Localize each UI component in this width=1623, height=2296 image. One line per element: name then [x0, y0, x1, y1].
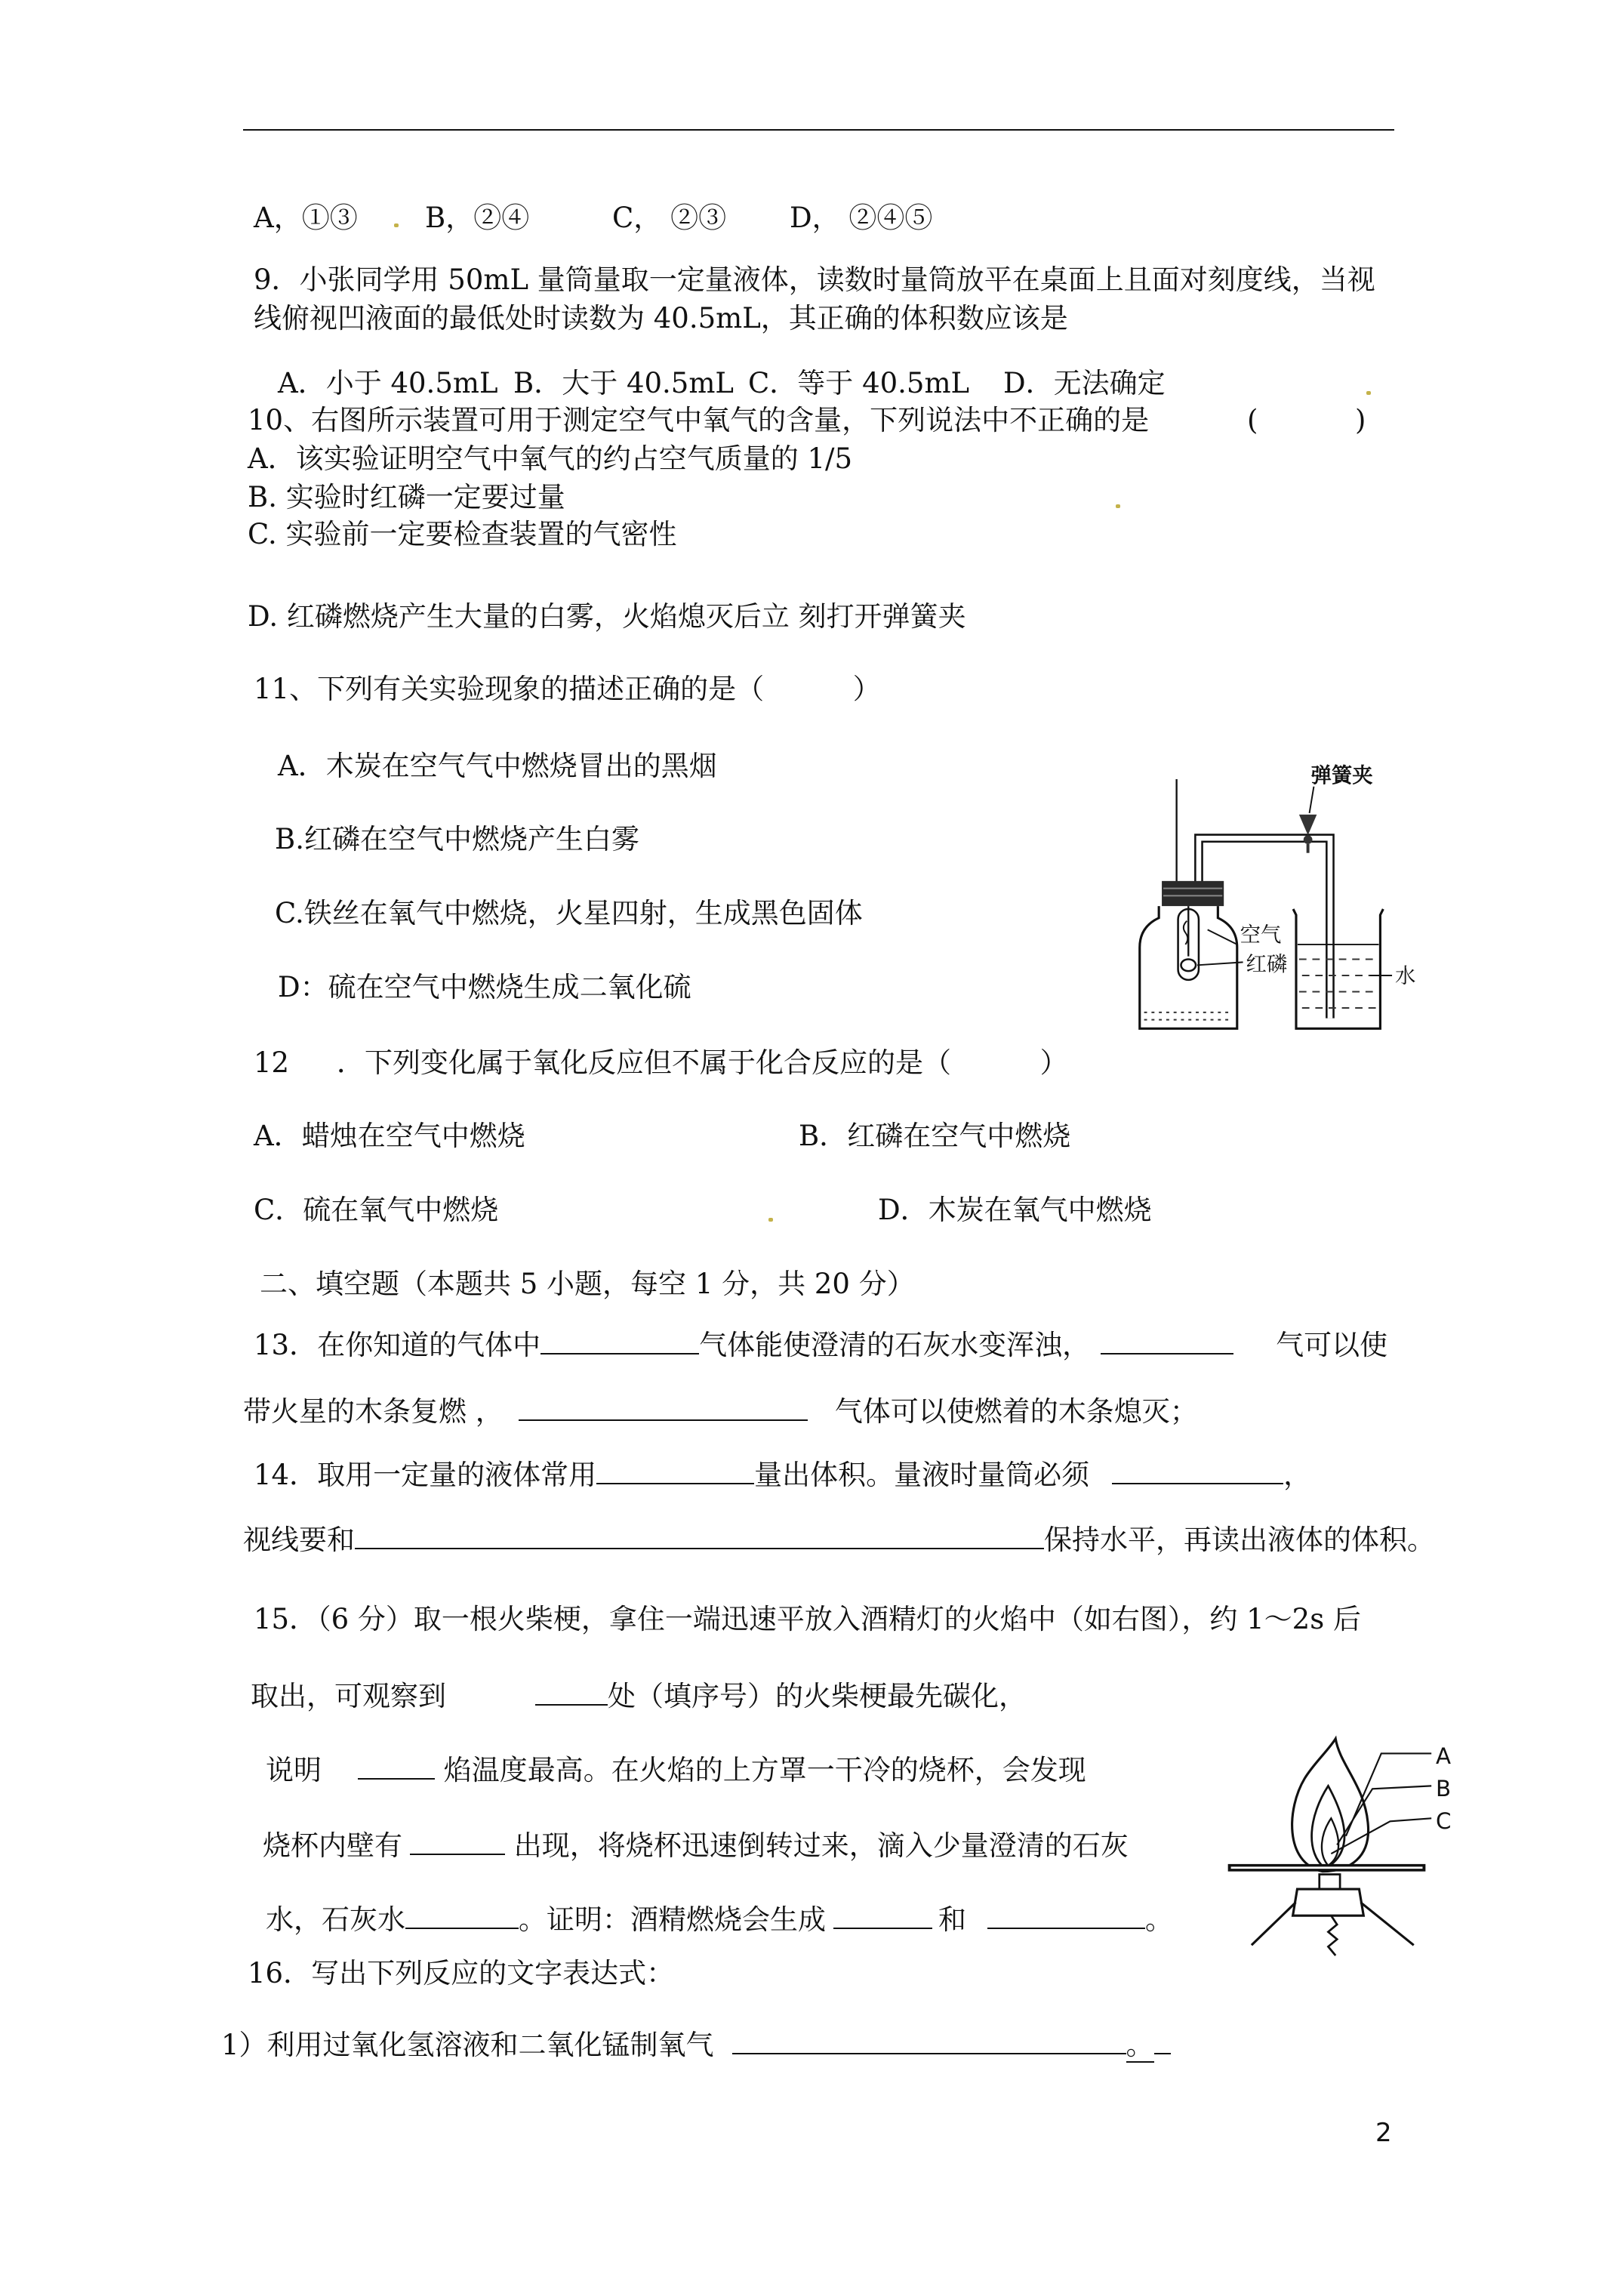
q11-option-c: C.铁丝在氧气中燃烧，火星四射，生成黑色固体 [275, 897, 863, 929]
q9-stem-line-2: 线俯视凹液面的最低处时读数为 40.5mL，其正确的体积数应该是 [254, 302, 1068, 334]
q12-option-b: B．红磷在空气中燃烧 [799, 1120, 1071, 1152]
q12-number: 12 [254, 1046, 290, 1079]
q10-bracket-close: ) [1355, 404, 1366, 436]
q15-text: 。 [1145, 1903, 1173, 1937]
scan-speck [1116, 504, 1120, 508]
label-a-leader [1346, 1753, 1431, 1835]
q15-text: 。证明：酒精燃烧会生成 [519, 1903, 826, 1937]
q14-text: 保持水平，再读出液体的体积。 [1044, 1524, 1435, 1557]
rubber-stopper [1162, 881, 1224, 906]
q14-line-2 [243, 1521, 1435, 1558]
lamp-cord [1328, 1915, 1337, 1955]
label-b-leader [1337, 1786, 1431, 1845]
q9-option-b: B．大于 40.5mL [513, 367, 734, 399]
inner-flame [1322, 1818, 1338, 1865]
spring-clip [1299, 815, 1317, 835]
q15-line-1: 15．（6 分）取一根火柴梗，拿住一端迅速平放入酒精灯的火焰中（如右图），约 1～2s 后 [254, 1603, 1361, 1635]
q14-line-1 [254, 1456, 1311, 1493]
q12-stem: ．下列变化属于氧化反应但不属于化合反应的是（ ） [337, 1046, 1068, 1079]
flame-label-b: B [1436, 1776, 1452, 1802]
wick-holder [1320, 1875, 1340, 1890]
answer-blank [535, 1678, 608, 1706]
answer-blank [355, 1521, 1044, 1549]
q12-option-c: C．硫在氧气中燃烧 [254, 1194, 499, 1226]
air-label: 空气 [1240, 923, 1282, 948]
q15-line-3 [266, 1752, 1086, 1788]
q15-text: 出现，将烧杯迅速倒转过来，滴入少量澄清的石灰 [505, 1829, 1129, 1863]
q14-text: ， [1283, 1459, 1312, 1492]
answer-blank [358, 1752, 435, 1780]
q15-text: 焰温度最高。在火焰的上方罩一干冷的烧杯，会发现 [435, 1754, 1086, 1787]
q14-text: 14．取用一定量的液体常用 [254, 1459, 597, 1492]
answer-blank [540, 1327, 699, 1354]
q10-stem: 10、右图所示装置可用于测定空气中氧气的含量，下列说法中不正确的是 [248, 404, 1150, 436]
red-phosphorus [1181, 959, 1196, 971]
flame-label-c: C [1436, 1808, 1452, 1835]
q16-text: 1）利用过氧化氢溶液和二氧化锰制氧气 [221, 2029, 714, 2062]
water-label: 水 [1394, 964, 1416, 988]
q8-option-b: B，②④ [425, 202, 530, 234]
phosphorus-label: 红磷 [1246, 953, 1288, 977]
flame-label-a: A [1436, 1743, 1452, 1770]
q13-text: 气可以使 [1276, 1329, 1388, 1362]
q16-item-1 [221, 2026, 1171, 2063]
q10-option-c: C. 实验前一定要检查装置的气密性 [248, 518, 677, 550]
scan-speck [1366, 391, 1371, 395]
q13-text: 气体可以使燃着的木条熄灭； [834, 1395, 1198, 1428]
answer-blank [1101, 1327, 1233, 1354]
q11-stem: 11、下列有关实验现象的描述正确的是（ ） [254, 673, 881, 705]
answer-blank [596, 1456, 754, 1484]
beaker [1293, 909, 1383, 1028]
q16-stem: 16．写出下列反应的文字表达式： [248, 1957, 675, 1989]
scan-speck [768, 1218, 773, 1222]
q15-text: 取出，可观察到 [251, 1680, 446, 1713]
answer-blank [1112, 1456, 1283, 1484]
answer-blank [519, 1393, 808, 1421]
stand-leg [1252, 1903, 1296, 1946]
q12-option-a: A．蜡烛在空气中燃烧 [254, 1120, 525, 1152]
q10-option-d: D. 红磷燃烧产生大量的白雾，火焰熄灭后立 刻打开弹簧夹 [248, 600, 966, 633]
q15-text: 说明 [266, 1754, 322, 1787]
q14-text: 量出体积。量液时量筒必须 [754, 1459, 1090, 1492]
page-number: 2 [1375, 2118, 1392, 2148]
q14-text: 视线要和 [243, 1524, 355, 1557]
q15-line-5 [266, 1901, 1173, 1937]
section-title: 二、填空题（本题共 5 小题，每空 1 分，共 20 分） [260, 1268, 915, 1300]
q15-text: 和 [938, 1903, 966, 1937]
q13-text: 气体能使澄清的石灰水变浑浊， [699, 1329, 1091, 1362]
q9-option-a: A．小于 40.5mL [278, 367, 498, 399]
q10-option-a: A．该实验证明空气中氧气的约占空气质量的 1/5 [248, 442, 853, 475]
q13-line-1 [254, 1327, 1387, 1363]
q11-option-d: D：硫在空气中燃烧生成二氧化硫 [278, 971, 691, 1003]
header-rule [243, 129, 1394, 131]
flame-squiggle [1184, 921, 1187, 945]
q12-option-d: D．木炭在氧气中燃烧 [878, 1194, 1152, 1226]
q13-text: 13．在你知道的气体中 [254, 1329, 541, 1362]
q15-line-4 [263, 1827, 1129, 1863]
stand-leg [1360, 1903, 1413, 1946]
q10-option-b: B. 实验时红磷一定要过量 [248, 481, 565, 513]
q8-option-c: C， ②③ [612, 202, 727, 234]
q9-option-c: C．等于 40.5mL [748, 367, 970, 399]
q9-stem-line-1: 9．小张同学用 50mL 量筒量取一定量液体，读数时量筒放平在桌面上且面对刻度线，当视 [254, 264, 1375, 296]
lamp-body [1293, 1889, 1364, 1915]
q11-option-b: B.红磷在空气中燃烧产生白雾 [275, 823, 639, 855]
middle-flame [1312, 1786, 1344, 1868]
q8-option-d: D， ②④⑤ [790, 202, 933, 234]
q10-bracket-open: ( [1247, 404, 1258, 436]
answer-blank [410, 1827, 505, 1855]
q9-option-d: D．无法确定 [1003, 367, 1166, 399]
answer-blank [732, 2026, 1126, 2054]
q11-option-a: A．木炭在空气气中燃烧冒出的黑烟 [278, 750, 717, 782]
q15-text: 处（填序号）的火柴梗最先碳化， [608, 1680, 1027, 1713]
q16-text: 。 [1126, 2029, 1154, 2062]
q15-text: 水，石灰水 [266, 1903, 405, 1937]
answer-blank [1154, 2026, 1171, 2054]
outer-flame [1292, 1739, 1369, 1872]
q8-option-a: A，①③ [254, 202, 358, 234]
q15-text: 烧杯内壁有 [263, 1829, 402, 1863]
clip-label: 弹簧夹 [1310, 763, 1373, 787]
answer-blank [405, 1901, 519, 1929]
scan-speck [394, 223, 399, 227]
alcohol-lamp-flame-figure [1218, 1727, 1468, 1963]
q15-line-2 [251, 1678, 1027, 1714]
oxygen-measurement-apparatus-figure [1129, 745, 1461, 1040]
q13-line-2 [243, 1393, 1198, 1429]
clip-leader-line [1310, 787, 1314, 813]
answer-blank [987, 1901, 1145, 1929]
q13-text: 带火星的木条复燃 ， [243, 1395, 504, 1428]
answer-blank [833, 1901, 932, 1929]
